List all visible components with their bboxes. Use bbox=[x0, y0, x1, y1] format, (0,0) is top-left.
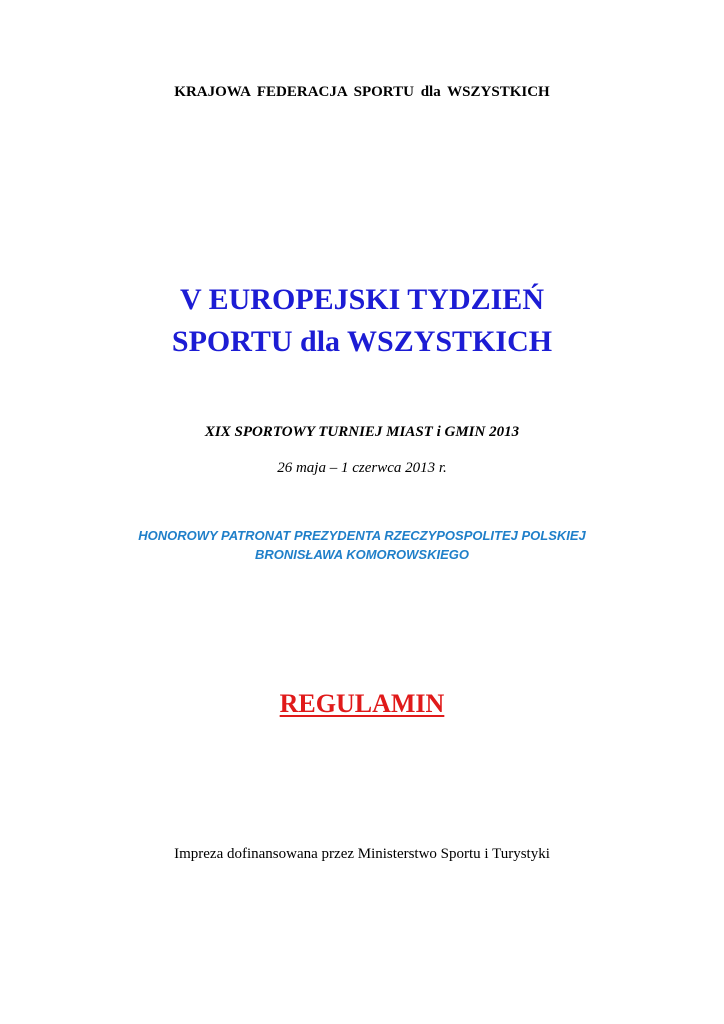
organization-name: KRAJOWA FEDERACJA SPORTU dla WSZYSTKICH bbox=[174, 84, 550, 100]
funding-note: Impreza dofinansowana przez Ministerstwo Sportu i Turystyki bbox=[174, 846, 550, 862]
event-subtitle: XIX SPORTOWY TURNIEJ MIAST i GMIN 2013 bbox=[204, 424, 520, 440]
title-line-1: V EUROPEJSKI TYDZIEŃ bbox=[180, 283, 544, 316]
regulations-heading: REGULAMIN bbox=[279, 689, 445, 718]
title-line-2: SPORTU dla WSZYSTKICH bbox=[171, 325, 553, 358]
event-dates: 26 maja – 1 czerwca 2013 r. bbox=[277, 460, 447, 476]
patronage-line-1: HONOROWY PATRONAT PREZYDENTA RZECZYPOSPOLITEJ POLSKIEJ bbox=[138, 528, 586, 543]
patronage-line-2: BRONISŁAWA KOMOROWSKIEGO bbox=[254, 547, 470, 562]
